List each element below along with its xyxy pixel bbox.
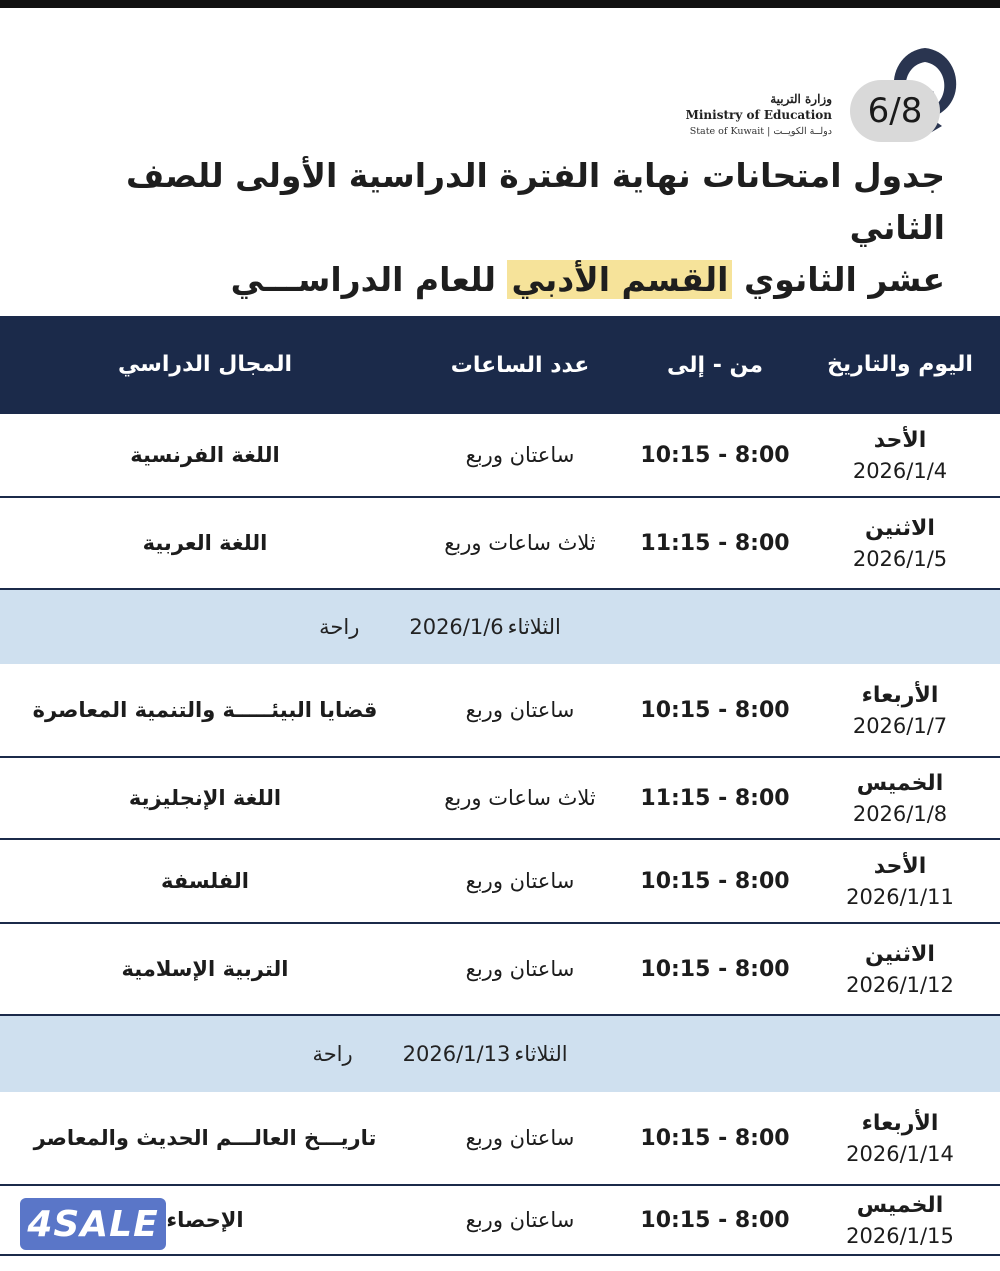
rest-day-row	[0, 590, 1000, 664]
cell-hours: ساعتان وربع	[465, 698, 575, 722]
day-name: الأربعاء	[861, 682, 939, 708]
header-day-date: اليوم والتاريخ	[827, 352, 973, 377]
cell-day-date	[800, 428, 1000, 483]
state-ar: دولــة الكويــت	[773, 126, 832, 137]
day-name: الخميس	[856, 1192, 944, 1218]
exam-date: 2026/1/4	[852, 458, 948, 483]
rest-label: راحة	[319, 615, 360, 639]
page-indicator-badge: 6/8	[850, 80, 940, 142]
exam-date: 2026/1/7	[852, 713, 948, 738]
cell-subject: قضايا البيئـــــة والتنمية المعاصرة	[32, 698, 378, 722]
exam-schedule-table	[0, 316, 1000, 1256]
ministry-name	[686, 92, 832, 137]
cell-time: 10:15 - 8:00	[640, 956, 790, 982]
day-name: الأحد	[873, 427, 927, 453]
cell-day-date	[800, 1193, 1000, 1248]
cell-subject: اللغة الفرنسية	[130, 443, 280, 467]
exam-date: 2026/1/15	[846, 1223, 954, 1248]
rest-day-date: 2026/1/13	[402, 1042, 511, 1066]
cell-time: 10:15 - 8:00	[640, 868, 790, 894]
state-en: State of Kuwait	[689, 126, 765, 137]
cell-hours: ثلاث ساعات وربع	[444, 531, 596, 555]
title-highlight: القسم الأدبي	[507, 260, 732, 299]
ministry-name-en: Ministry of Education	[685, 108, 832, 122]
exam-date: 2026/1/11	[846, 884, 954, 909]
exam-date: 2026/1/5	[852, 546, 948, 571]
day-name: الأحد	[873, 853, 927, 879]
rest-label: راحة	[312, 1042, 353, 1066]
cell-day-date	[800, 683, 1000, 738]
rest-day-group	[409, 615, 561, 639]
cell-subject: تاريـــخ العالـــم الحديث والمعاصر	[33, 1126, 377, 1150]
cell-hours: ساعتان وربع	[465, 1126, 575, 1150]
cell-time: 10:15 - 8:00	[640, 697, 790, 723]
header-time: من - إلى	[667, 352, 763, 378]
rest-day-date: 2026/1/6	[409, 615, 504, 639]
day-name: الخميس	[856, 770, 944, 796]
table-row	[0, 414, 1000, 498]
day-name: الاثنين	[865, 515, 935, 541]
header-hours: عدد الساعات	[450, 352, 590, 378]
cell-time: 10:15 - 8:00	[640, 442, 790, 468]
cell-subject: اللغة العربية	[142, 531, 268, 555]
table-row	[0, 924, 1000, 1016]
ministry-logo	[650, 40, 970, 140]
cell-time: 10:15 - 8:00	[640, 1125, 790, 1151]
rest-day-name: الثلاثاء	[507, 615, 561, 639]
ministry-name-ar: وزارة التربية	[770, 92, 832, 106]
cell-hours: ساعتان وربع	[465, 957, 575, 981]
day-name: الأربعاء	[861, 1110, 939, 1136]
top-bar	[0, 0, 1000, 8]
rest-day-row	[0, 1016, 1000, 1092]
table-row	[0, 840, 1000, 924]
title-line-1: جدول امتحانات نهاية الفترة الدراسية الأولى للصف الثاني	[125, 156, 945, 247]
cell-time: 11:15 - 8:00	[640, 530, 790, 556]
cell-day-date	[800, 942, 1000, 997]
cell-day-date	[800, 854, 1000, 909]
cell-subject: الفلسفة	[161, 869, 249, 893]
state-label	[686, 126, 832, 137]
cell-subject: التربية الإسلامية	[121, 957, 289, 981]
state-separator: |	[767, 126, 774, 137]
cell-day-date	[800, 516, 1000, 571]
watermark-logo: 4SALE	[20, 1198, 166, 1250]
cell-hours: ساعتان وربع	[465, 443, 575, 467]
table-body	[0, 414, 1000, 1256]
rest-day-group	[403, 1042, 568, 1066]
cell-hours: ساعتان وربع	[465, 869, 575, 893]
table-row	[0, 758, 1000, 840]
cell-day-date	[800, 771, 1000, 826]
cell-hours: ثلاث ساعات وربع	[444, 786, 596, 810]
exam-date: 2026/1/8	[852, 801, 948, 826]
cell-subject: اللغة الإنجليزية	[128, 786, 282, 810]
cell-subject: الإحصاء	[166, 1208, 244, 1232]
title-line-2-start: عشر الثانوي	[732, 260, 945, 299]
header-subject: المجال الدراسي	[117, 352, 293, 377]
exam-date: 2026/1/14	[846, 1141, 954, 1166]
exam-date: 2026/1/12	[846, 972, 954, 997]
table-header	[0, 316, 1000, 414]
title-line-2-end: للعام الدراســـي	[230, 260, 496, 299]
cell-day-date	[800, 1111, 1000, 1166]
table-row	[0, 1092, 1000, 1186]
cell-hours: ساعتان وربع	[465, 1208, 575, 1232]
day-name: الاثنين	[865, 941, 935, 967]
cell-time: 11:15 - 8:00	[640, 785, 790, 811]
table-row	[0, 664, 1000, 758]
rest-day-name: الثلاثاء	[514, 1042, 568, 1066]
table-row	[0, 498, 1000, 590]
cell-time: 10:15 - 8:00	[640, 1207, 790, 1233]
